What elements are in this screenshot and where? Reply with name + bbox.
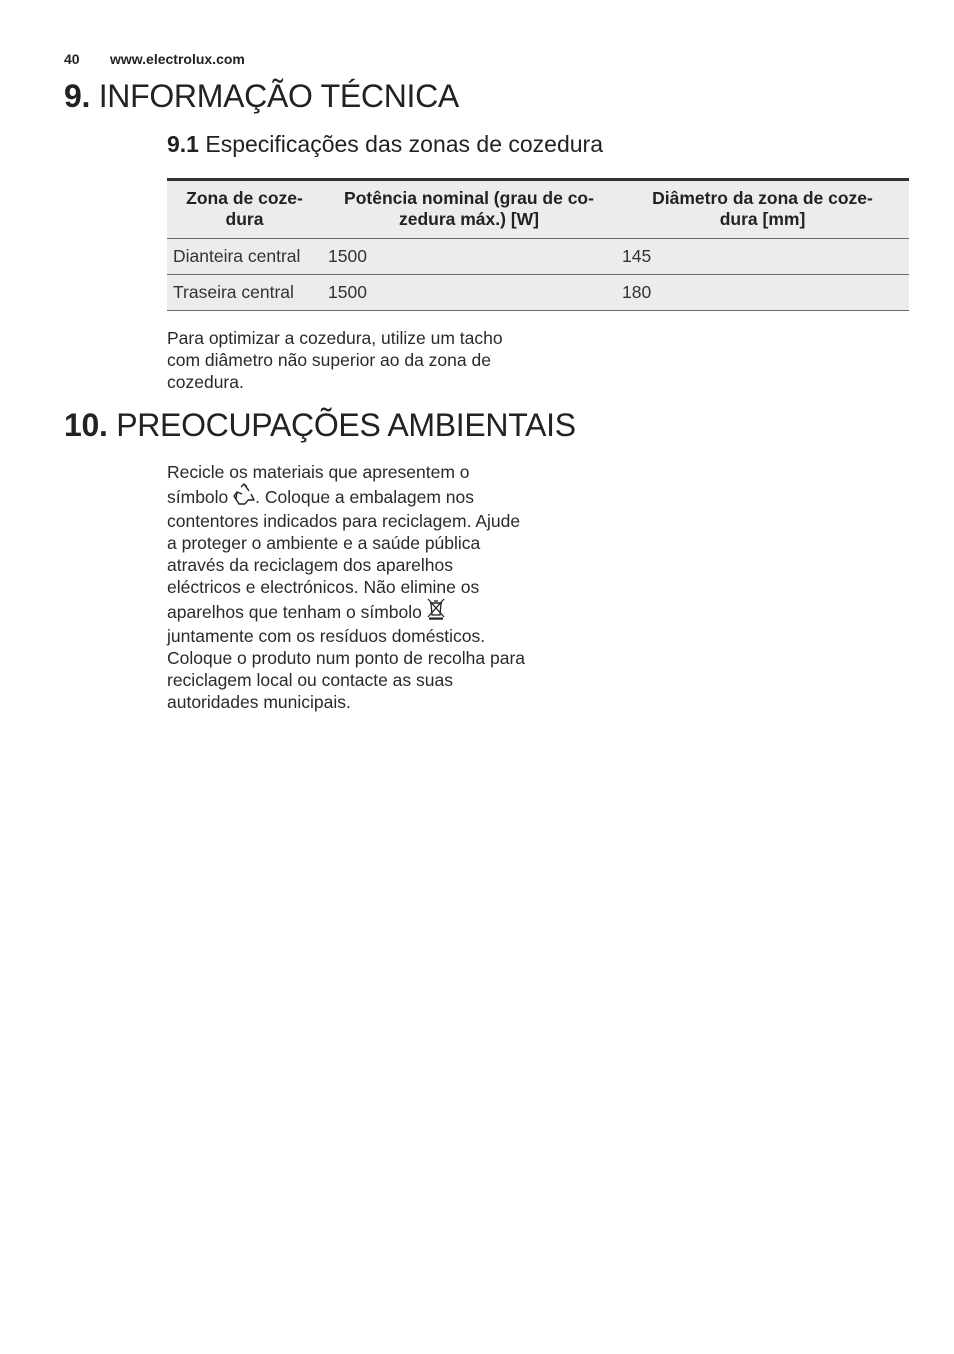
section-9-title: INFORMAÇÃO TÉCNICA xyxy=(98,78,459,114)
page-number: 40 xyxy=(64,51,80,67)
subsection-number: 9.1 xyxy=(167,131,199,157)
table-row xyxy=(167,275,909,311)
section-10-heading xyxy=(64,407,576,444)
table-row xyxy=(167,239,909,275)
crossed-bin-icon xyxy=(427,598,445,625)
page-header xyxy=(64,51,245,67)
header-zone: Zona de coze- dura xyxy=(167,180,322,239)
environment-text xyxy=(167,461,527,713)
section-10-number: 10. xyxy=(64,407,108,443)
cell-zone: Traseira central xyxy=(167,275,322,311)
website-url: www.electrolux.com xyxy=(110,51,245,67)
header-diameter: Diâmetro da zona de coze- dura [mm] xyxy=(616,180,909,239)
environment-text-part2: . Coloque a embalagem nos contentores indicados para reciclagem. Ajude a proteger o ambiente e a saúde pública através da reciclagem dos aparelhos eléctricos e electrónicos. Não elimine os aparelhos que tenham o símbolo xyxy=(167,487,521,622)
cooking-note: Para optimizar a cozedura, utilize um tacho com diâmetro não superior ao da zona de cozedura. xyxy=(167,328,503,392)
cell-power: 1500 xyxy=(322,275,616,311)
cell-diameter: 145 xyxy=(616,239,909,275)
environment-text-part3: juntamente com os resíduos domésticos. Coloque o produto num ponto de recolha para reciclagem local ou contacte as suas autoridades municipais. xyxy=(167,626,526,712)
subsection-title: Especificações das zonas de cozedura xyxy=(205,131,604,157)
cell-diameter: 180 xyxy=(616,275,909,311)
table-header-row xyxy=(167,180,909,239)
recycle-icon xyxy=(233,483,255,510)
environment-text-part1: Recicle os materiais que apresentem o símbolo xyxy=(167,462,470,507)
section-9-number: 9. xyxy=(64,78,91,114)
section-9-heading xyxy=(64,78,459,115)
header-power: Potência nominal (grau de co- zedura máx.) [W] xyxy=(322,180,616,239)
subsection-9-1-heading xyxy=(167,131,603,158)
section-10-title: PREOCUPAÇÕES AMBIENTAIS xyxy=(116,407,576,443)
cooking-zones-table xyxy=(167,178,909,311)
cell-power: 1500 xyxy=(322,239,616,275)
cell-zone: Dianteira central xyxy=(167,239,322,275)
